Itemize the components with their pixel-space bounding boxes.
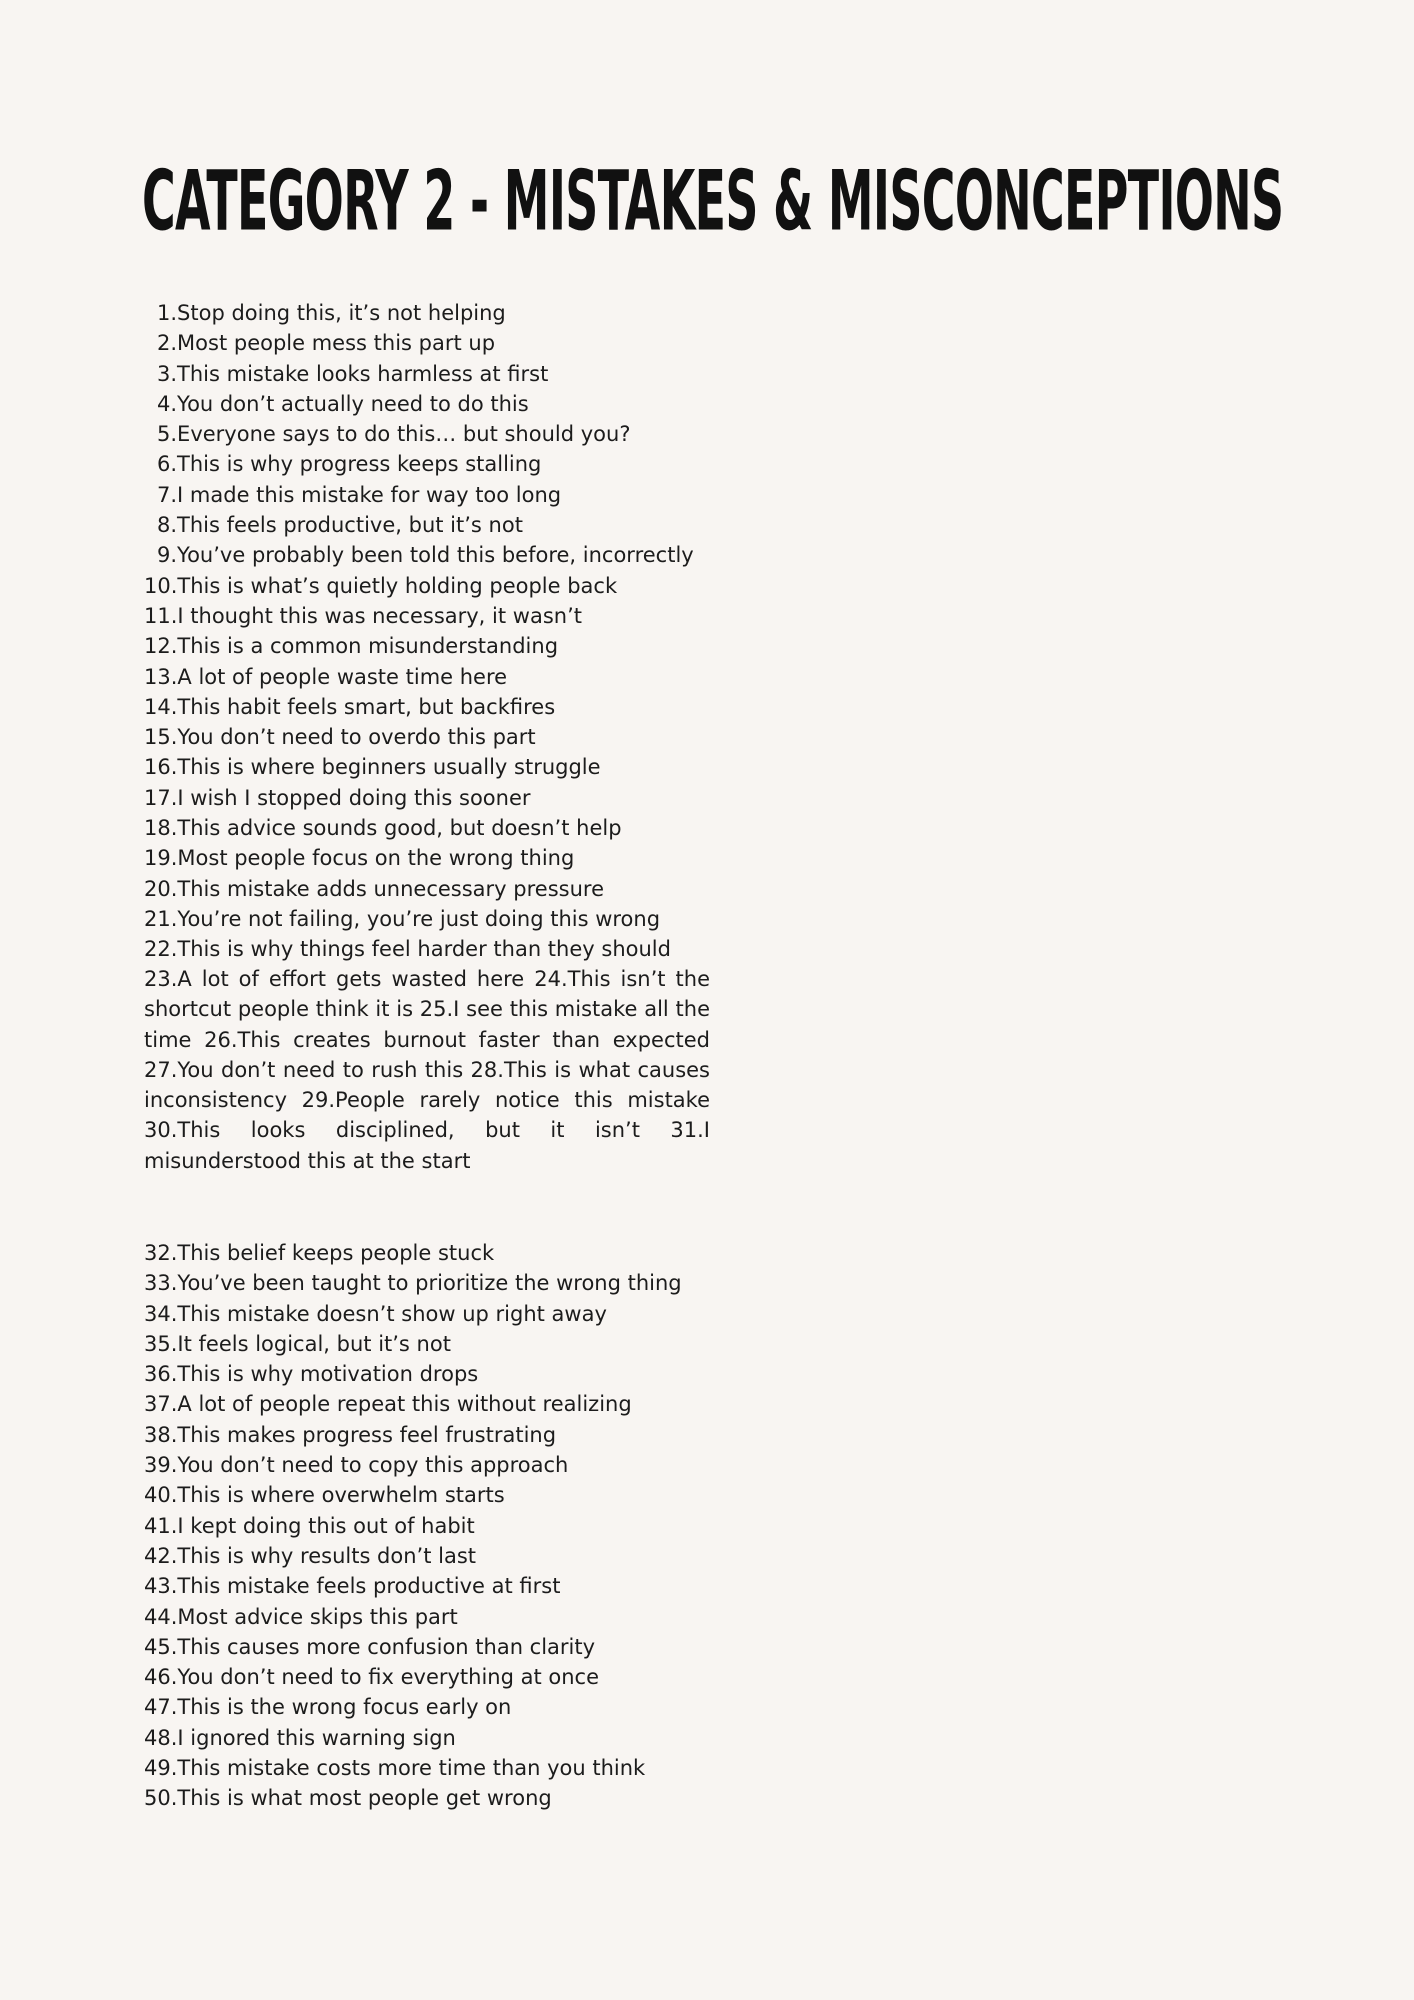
hook-list-part-2 <box>144 1238 682 1814</box>
item-number: 32. <box>144 1241 178 1265</box>
list-item <box>144 692 694 722</box>
item-number: 21. <box>144 906 178 931</box>
item-text: This is a common misunderstanding <box>177 634 559 659</box>
list-item <box>144 1268 682 1298</box>
item-text: You don’t need to copy this approach <box>177 1453 569 1478</box>
item-number: 2. <box>157 331 178 356</box>
list-item <box>144 1299 682 1329</box>
item-number: 50. <box>144 1786 178 1811</box>
list-item <box>144 1389 682 1419</box>
list-item <box>144 359 694 389</box>
list-item <box>144 752 694 782</box>
item-number: 16. <box>144 755 178 780</box>
page-title: CATEGORY 2 - MISTAKES & MISCONCEPTIONS <box>142 153 1284 250</box>
list-item <box>144 1602 682 1632</box>
item-text: This mistake adds unnecessary pressure <box>177 876 604 901</box>
item-number: 20. <box>144 876 178 901</box>
list-item <box>144 328 694 358</box>
item-number: 22. <box>144 937 178 962</box>
item-text: This is why motivation drops <box>177 1362 479 1387</box>
item-text: I kept doing this out of habit <box>177 1513 475 1538</box>
item-number: 14. <box>144 694 178 719</box>
list-item <box>144 1359 682 1389</box>
item-number: 17. <box>144 785 178 810</box>
item-text: This is why results don’t last <box>177 1543 477 1568</box>
item-text: Stop doing this, it’s not helping <box>177 301 506 325</box>
item-text: This mistake feels productive at first <box>177 1574 561 1599</box>
item-text: Everyone says to do this… but should you? <box>177 422 631 447</box>
item-text: This is why things feel harder than they should <box>177 937 671 962</box>
item-number: 48. <box>144 1725 178 1750</box>
item-number: 1. <box>157 301 178 325</box>
item-text: You don’t need to overdo this part <box>177 725 536 750</box>
item-number: 13. <box>144 664 178 689</box>
list-item <box>144 813 694 843</box>
item-text: This mistake costs more time than you think <box>177 1756 646 1781</box>
list-item <box>144 1480 682 1510</box>
item-number: 47. <box>144 1695 178 1720</box>
list-item <box>144 874 694 904</box>
list-item <box>144 480 694 510</box>
item-text: Most advice skips this part <box>177 1604 458 1629</box>
item-text: Most people mess this part up <box>177 331 496 356</box>
list-item <box>144 1511 682 1541</box>
item-number: 43. <box>144 1574 178 1599</box>
item-text: I wish I stopped doing this sooner <box>177 785 531 810</box>
item-number: 37. <box>144 1392 178 1417</box>
item-text: This feels productive, but it’s not <box>177 513 523 538</box>
list-item <box>144 1783 682 1813</box>
item-text: This mistake looks harmless at first <box>177 361 549 386</box>
item-text: This is what’s quietly holding people back <box>177 573 618 598</box>
list-item <box>144 389 694 419</box>
item-text: You’re not failing, you’re just doing this wrong <box>177 906 661 931</box>
item-number: 11. <box>144 603 178 628</box>
list-item <box>144 1692 682 1722</box>
item-text: This mistake doesn’t show up right away <box>177 1301 607 1326</box>
item-number: 39. <box>144 1453 178 1478</box>
list-item <box>144 1238 682 1268</box>
list-item <box>144 449 694 479</box>
list-item <box>144 662 694 692</box>
item-text: This is where overwhelm starts <box>177 1483 505 1508</box>
item-text: A lot of people repeat this without realizing <box>177 1392 632 1417</box>
list-item <box>144 1541 682 1571</box>
list-item <box>144 1662 682 1692</box>
list-item <box>144 1450 682 1480</box>
item-number: 45. <box>144 1634 178 1659</box>
item-number: 41. <box>144 1513 178 1538</box>
item-text: I thought this was necessary, it wasn’t <box>177 603 582 628</box>
list-item <box>144 1723 682 1753</box>
item-number: 4. <box>157 391 178 416</box>
item-number: 46. <box>144 1665 178 1690</box>
item-text: You don’t actually need to do this <box>177 391 529 416</box>
item-number: 40. <box>144 1483 178 1508</box>
item-number: 49. <box>144 1756 178 1781</box>
item-text: This makes progress feel frustrating <box>177 1422 557 1447</box>
item-number: 5. <box>157 422 178 447</box>
item-number: 42. <box>144 1543 178 1568</box>
list-item <box>144 510 694 540</box>
list-item <box>144 631 694 661</box>
item-text: This habit feels smart, but backfires <box>177 694 556 719</box>
item-text: You’ve probably been told this before, incorrectly <box>177 543 694 568</box>
item-text: This is what most people get wrong <box>177 1786 552 1811</box>
item-text: This advice sounds good, but doesn’t help <box>177 816 622 841</box>
item-text: A lot of people waste time here <box>177 664 508 689</box>
list-item <box>144 571 694 601</box>
item-number: 12. <box>144 634 178 659</box>
item-number: 35. <box>144 1331 178 1356</box>
item-text: This causes more confusion than clarity <box>177 1634 596 1659</box>
item-text: You don’t need to fix everything at once <box>177 1665 600 1690</box>
item-text: This is where beginners usually struggle <box>177 755 601 780</box>
list-item <box>144 1420 682 1450</box>
item-text: I made this mistake for way too long <box>177 482 562 507</box>
item-text: This is why progress keeps stalling <box>177 452 542 477</box>
item-number: 7. <box>157 482 178 507</box>
item-number: 8. <box>157 513 178 538</box>
item-number: 38. <box>144 1422 178 1447</box>
list-item <box>144 419 694 449</box>
item-text: You’ve been taught to prioritize the wrong thing <box>177 1271 682 1296</box>
item-number: 33. <box>144 1271 178 1296</box>
item-text: Most people focus on the wrong thing <box>177 846 575 871</box>
item-number: 6. <box>157 452 178 477</box>
item-number: 18. <box>144 816 178 841</box>
item-number: 10. <box>144 573 178 598</box>
item-number: 19. <box>144 846 178 871</box>
list-item <box>144 540 694 570</box>
list-item <box>144 601 694 631</box>
list-item <box>144 934 694 964</box>
list-item <box>144 298 694 328</box>
item-number: 44. <box>144 1604 178 1629</box>
item-number: 3. <box>157 361 178 386</box>
list-item <box>144 1571 682 1601</box>
hook-paragraph: 23.A lot of effort gets wasted here 24.This isn’t the shortcut people think it is 25.I see this mistake all the time 26.This creates burnout faster than expected 27.You don’t need to rush this 28.This is what causes inconsistency 29.People rarely notice this mistake 30.This looks disciplined, but it isn’t 31.I misunderstood this at the start <box>144 967 710 1173</box>
list-item <box>144 1632 682 1662</box>
hook-list-part-1 <box>144 298 694 965</box>
item-number: 9. <box>157 543 178 568</box>
list-item <box>144 722 694 752</box>
item-text: I ignored this warning sign <box>177 1725 456 1750</box>
item-text: This belief keeps people stuck <box>177 1241 495 1265</box>
item-text: It feels logical, but it’s not <box>177 1331 451 1356</box>
item-text: This is the wrong focus early on <box>177 1695 512 1720</box>
list-item <box>144 783 694 813</box>
list-item <box>144 1753 682 1783</box>
list-item <box>144 904 694 934</box>
item-number: 34. <box>144 1301 178 1326</box>
list-item <box>144 1329 682 1359</box>
list-item <box>144 843 694 873</box>
item-number: 36. <box>144 1362 178 1387</box>
item-number: 15. <box>144 725 178 750</box>
